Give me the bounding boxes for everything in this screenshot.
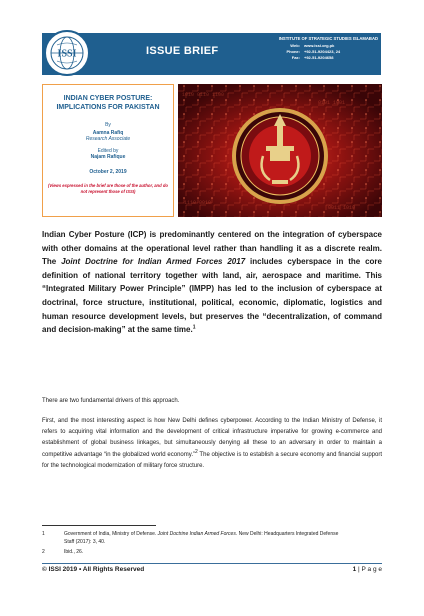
page-word: P a g e — [361, 566, 382, 573]
footnote-divider — [42, 525, 156, 526]
footnote-ref-2[interactable]: 2 — [194, 448, 198, 455]
p2-text-a: First, and the most interesting aspect is how New Delhi defines cyberpower. According to the Indian Ministry of Defense, it refers to acquiring vital information and the development of critical infrastructure imperative for growing e-commerce and establishment of global business linkages, but simultaneously denying all these to an adversary in order to maintain a competitive advantage “in the globalized world economy.” — [42, 418, 382, 458]
paragraph-drivers: There are two fundamental drivers of this approach. — [42, 398, 180, 404]
institute-name: INSTITUTE OF STRATEGIC STUDIES ISLAMABAD — [278, 36, 378, 41]
svg-text:1010 0110 1100: 1010 0110 1100 — [182, 92, 225, 98]
military-emblem-icon — [178, 84, 382, 217]
doctrine-title: Joint Doctrine for Indian Armed Forces 2017 — [61, 257, 246, 267]
web-link[interactable]: www.issi.org.pk — [304, 43, 335, 48]
footnote-number: 1 — [42, 531, 45, 537]
contact-label: Web: — [290, 43, 300, 48]
publication-date: October 2, 2019 — [89, 169, 127, 175]
footnote-2 — [42, 549, 342, 557]
author-name: Aamna Rafiq — [92, 130, 124, 136]
editor-name: Najam Rafique — [90, 154, 126, 160]
lead-paragraph — [42, 228, 382, 337]
fax-value: +92-51-9204658 — [304, 55, 334, 60]
issi-logo — [44, 30, 90, 76]
copyright: © ISSI 2019 • All Rights Reserved — [42, 566, 145, 573]
footer-divider — [42, 563, 382, 564]
footnote-number: 2 — [42, 549, 45, 555]
lead-text-b: includes cyberspace in the core definition of national territory together with land, air, aerospace and maritime. This “Integrated Military Power Principle” (IMPP) has led to the inclusion of cyberspace at doctrinal, force structure, institutional, political, economic, diplomatic, logistics and human resource development levels, but preserves the “decentralization, of command and decision-making” at the same time. — [42, 257, 382, 335]
p2-text-b: The objective is to establish a secure economy and financial support for the technological modernization of military force structure. — [42, 451, 382, 469]
footnote-text: Ibid., 26. — [64, 549, 84, 555]
paragraph-cyberpower — [42, 416, 382, 472]
page-num: 1 — [352, 566, 357, 573]
svg-text:1110 0010: 1110 0010 — [184, 200, 212, 206]
footnote-1 — [42, 531, 342, 546]
title-box — [42, 84, 174, 217]
edited-by-label: Edited by — [97, 148, 119, 154]
footnote-title: Joint Doctrine Indian Armed Forces — [157, 531, 236, 537]
contact-fax — [270, 55, 378, 61]
logo-text: ISSI — [57, 48, 77, 60]
by-label: By — [105, 122, 111, 128]
page-number — [353, 566, 382, 573]
contact-label: Fax: — [291, 55, 300, 60]
cover-image — [178, 84, 382, 217]
page-sep: | — [356, 566, 362, 573]
globe-icon — [46, 32, 88, 74]
svg-text:0101 1001: 0101 1001 — [318, 100, 346, 106]
brief-title: INDIAN CYBER POSTURE: IMPLICATIONS FOR PAKISTAN — [56, 95, 160, 111]
footnote-text — [64, 531, 342, 546]
svg-text:0011 1010: 0011 1010 — [328, 205, 356, 211]
footnote-text-a: Government of India, Ministry of Defense. — [64, 531, 158, 537]
issue-brief-label: ISSUE BRIEF — [146, 45, 219, 57]
lead-text-a: Indian Cyber Posture (ICP) is predominantly centered on the integration of cyberspace with other domains at the operational level rather than handling it as a discrete realm. The — [42, 230, 382, 267]
footnote-ref-1[interactable]: 1 — [192, 324, 196, 331]
contact-label: Phone: — [286, 49, 300, 54]
author-role: Research Associate — [85, 136, 131, 142]
institute-contact-block — [270, 36, 378, 61]
footnote-text-b: . New Delhi: Headquarters Integrated Defense Staff (2017): 3, 40. — [64, 531, 339, 545]
disclaimer: (Views expressed in the brief are those of the author, and do not represent those of ISSI) — [48, 183, 168, 194]
phone-value: +92-51-9204423, 24 — [304, 49, 341, 54]
